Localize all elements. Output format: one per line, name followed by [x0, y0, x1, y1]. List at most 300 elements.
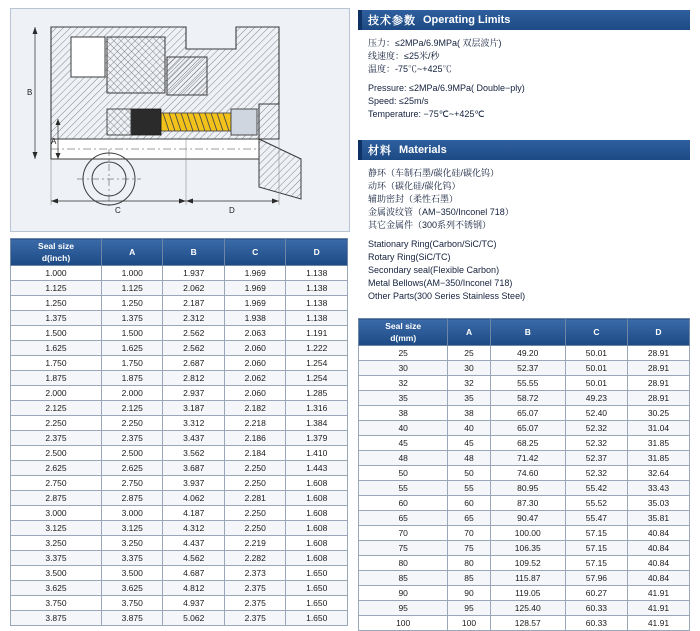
operating-limits-title-cn: 技术参数 [368, 15, 416, 27]
mm-cell-1: 85 [448, 571, 490, 586]
inch-cell-3: 1.969 [224, 266, 286, 281]
inch-cell-1: 1.000 [101, 266, 163, 281]
inch-cell-3: 2.282 [224, 551, 286, 566]
inch-cell-0: 3.750 [11, 596, 102, 611]
table-row [11, 326, 348, 341]
inch-cell-1: 1.500 [101, 326, 163, 341]
inch-cell-0: 1.125 [11, 281, 102, 296]
inch-cell-1: 1.375 [101, 311, 163, 326]
inch-cell-2: 3.687 [163, 461, 225, 476]
table-row [11, 431, 348, 446]
mm-cell-2: 128.57 [490, 616, 565, 631]
mm-cell-2: 80.95 [490, 481, 565, 496]
table-row [11, 266, 348, 281]
inch-cell-1: 3.750 [101, 596, 163, 611]
inch-cell-1: 1.250 [101, 296, 163, 311]
inch-cell-3: 2.250 [224, 476, 286, 491]
mm-header-size [359, 319, 448, 346]
mm-cell-3: 52.32 [565, 466, 627, 481]
inch-cell-0: 2.000 [11, 386, 102, 401]
inch-cell-3: 2.373 [224, 566, 286, 581]
inch-cell-2: 2.187 [163, 296, 225, 311]
operating-limit-cn-1: 线速度：≤25米/秒 [368, 51, 440, 62]
inch-cell-2: 4.312 [163, 521, 225, 536]
inch-cell-4: 1.138 [286, 281, 348, 296]
mm-cell-4: 33.43 [627, 481, 689, 496]
mm-header-size-line2: d(mm) [390, 333, 417, 343]
mm-cell-1: 40 [448, 421, 490, 436]
inch-cell-3: 2.218 [224, 416, 286, 431]
inch-cell-1: 1.875 [101, 371, 163, 386]
mm-cell-1: 50 [448, 466, 490, 481]
inch-dimension-table [10, 238, 348, 626]
mm-header-d: D [627, 319, 689, 346]
mm-cell-4: 40.84 [627, 571, 689, 586]
mm-cell-1: 65 [448, 511, 490, 526]
inch-cell-3: 2.060 [224, 386, 286, 401]
inch-cell-0: 1.000 [11, 266, 102, 281]
table-row [359, 481, 690, 496]
material-en-0: Stationary Ring(Carbon/SiC/TC) [368, 239, 497, 250]
mm-cell-3: 52.32 [565, 436, 627, 451]
material-cn-1: 动环（碳化硅/碳化钨） [368, 181, 461, 192]
mm-cell-3: 57.15 [565, 541, 627, 556]
inch-cell-1: 2.625 [101, 461, 163, 476]
mm-cell-3: 60.33 [565, 601, 627, 616]
inch-cell-0: 3.625 [11, 581, 102, 596]
inch-cell-2: 1.937 [163, 266, 225, 281]
table-row [359, 586, 690, 601]
inch-cell-4: 1.650 [286, 611, 348, 626]
inch-cell-3: 1.938 [224, 311, 286, 326]
table-row [359, 436, 690, 451]
inch-cell-3: 2.063 [224, 326, 286, 341]
mm-table-head [359, 319, 690, 346]
mm-cell-0: 35 [359, 391, 448, 406]
mm-cell-4: 31.85 [627, 436, 689, 451]
material-cn-3: 金属波纹管（AM−350/Inconel 718） [368, 207, 514, 218]
inch-cell-2: 2.937 [163, 386, 225, 401]
table-row [11, 311, 348, 326]
inch-cell-4: 1.650 [286, 566, 348, 581]
inch-cell-0: 2.500 [11, 446, 102, 461]
dimension-label-a: A [51, 137, 57, 146]
mm-cell-1: 100 [448, 616, 490, 631]
inch-cell-4: 1.650 [286, 581, 348, 596]
material-cn-4: 其它金属件（300系列不锈钢） [368, 220, 492, 231]
mm-cell-3: 55.47 [565, 511, 627, 526]
inch-cell-1: 2.125 [101, 401, 163, 416]
table-row [11, 446, 348, 461]
materials-title-cn: 材料 [368, 145, 392, 157]
inch-cell-4: 1.222 [286, 341, 348, 356]
mm-cell-0: 32 [359, 376, 448, 391]
mm-cell-0: 90 [359, 586, 448, 601]
mm-cell-2: 100.00 [490, 526, 565, 541]
inch-cell-2: 2.562 [163, 326, 225, 341]
mm-cell-0: 60 [359, 496, 448, 511]
inch-cell-2: 4.812 [163, 581, 225, 596]
mm-cell-0: 55 [359, 481, 448, 496]
table-row [11, 611, 348, 626]
operating-limit-en-0: Pressure: ≤2MPa/6.9MPa( Double−ply) [368, 83, 525, 94]
mm-cell-4: 40.84 [627, 526, 689, 541]
inch-cell-1: 1.750 [101, 356, 163, 371]
mm-cell-0: 30 [359, 361, 448, 376]
dimension-label-d: D [229, 206, 235, 215]
inch-cell-1: 3.250 [101, 536, 163, 551]
mm-cell-4: 31.04 [627, 421, 689, 436]
inch-cell-2: 5.062 [163, 611, 225, 626]
mm-cell-1: 60 [448, 496, 490, 511]
mm-cell-1: 90 [448, 586, 490, 601]
inch-cell-1: 3.875 [101, 611, 163, 626]
inch-cell-2: 2.562 [163, 341, 225, 356]
inch-cell-2: 2.812 [163, 371, 225, 386]
mm-cell-0: 50 [359, 466, 448, 481]
table-row [359, 541, 690, 556]
mm-cell-1: 70 [448, 526, 490, 541]
inch-header-size-line2: d(inch) [41, 253, 71, 263]
table-row [359, 496, 690, 511]
inch-cell-3: 2.375 [224, 596, 286, 611]
inch-cell-2: 3.937 [163, 476, 225, 491]
table-row [11, 491, 348, 506]
table-row [11, 281, 348, 296]
operating-limit-en-2: Temperature: −75℃~+425℃ [368, 109, 485, 120]
table-row [11, 536, 348, 551]
mm-cell-3: 52.40 [565, 406, 627, 421]
mm-cell-2: 68.25 [490, 436, 565, 451]
table-row [11, 341, 348, 356]
mm-cell-2: 65.07 [490, 421, 565, 436]
mm-header-a: A [448, 319, 490, 346]
inch-cell-2: 4.437 [163, 536, 225, 551]
inch-cell-1: 2.000 [101, 386, 163, 401]
inch-cell-0: 3.250 [11, 536, 102, 551]
mm-cell-0: 80 [359, 556, 448, 571]
inch-cell-3: 1.969 [224, 296, 286, 311]
inch-table-header-row [11, 239, 348, 266]
table-row [11, 386, 348, 401]
table-row [11, 551, 348, 566]
mm-cell-2: 115.87 [490, 571, 565, 586]
material-en-1: Rotary Ring(SiC/TC) [368, 252, 451, 263]
inch-cell-3: 2.182 [224, 401, 286, 416]
table-row [11, 596, 348, 611]
inch-cell-1: 2.875 [101, 491, 163, 506]
mm-cell-3: 60.27 [565, 586, 627, 601]
inch-cell-4: 1.254 [286, 371, 348, 386]
inch-cell-4: 1.379 [286, 431, 348, 446]
inch-cell-0: 2.250 [11, 416, 102, 431]
mm-cell-3: 50.01 [565, 346, 627, 361]
inch-cell-3: 2.250 [224, 506, 286, 521]
mm-cell-1: 30 [448, 361, 490, 376]
inch-cell-2: 4.187 [163, 506, 225, 521]
inch-cell-1: 1.125 [101, 281, 163, 296]
inch-cell-3: 2.060 [224, 341, 286, 356]
mm-cell-3: 55.52 [565, 496, 627, 511]
mm-cell-4: 41.91 [627, 586, 689, 601]
mm-cell-1: 75 [448, 541, 490, 556]
inch-cell-0: 3.125 [11, 521, 102, 536]
inch-cell-3: 2.281 [224, 491, 286, 506]
mm-cell-2: 49.20 [490, 346, 565, 361]
inch-cell-4: 1.608 [286, 521, 348, 536]
inch-cell-0: 3.500 [11, 566, 102, 581]
mm-cell-1: 48 [448, 451, 490, 466]
inch-cell-4: 1.138 [286, 266, 348, 281]
inch-cell-0: 2.375 [11, 431, 102, 446]
inch-cell-4: 1.191 [286, 326, 348, 341]
inch-cell-3: 2.250 [224, 461, 286, 476]
mm-cell-4: 35.03 [627, 496, 689, 511]
mm-cell-3: 50.01 [565, 361, 627, 376]
inch-cell-0: 3.375 [11, 551, 102, 566]
table-row [11, 461, 348, 476]
mm-cell-1: 80 [448, 556, 490, 571]
inch-cell-0: 1.250 [11, 296, 102, 311]
inch-cell-4: 1.608 [286, 491, 348, 506]
mm-cell-3: 55.42 [565, 481, 627, 496]
inch-cell-3: 2.186 [224, 431, 286, 446]
materials-section [358, 140, 690, 305]
table-row [11, 416, 348, 431]
inch-cell-4: 1.608 [286, 536, 348, 551]
table-row [11, 476, 348, 491]
inch-cell-2: 3.312 [163, 416, 225, 431]
table-row [359, 376, 690, 391]
inch-cell-1: 3.500 [101, 566, 163, 581]
inch-cell-4: 1.138 [286, 296, 348, 311]
mm-cell-4: 28.91 [627, 391, 689, 406]
table-row [11, 506, 348, 521]
materials-header [358, 140, 690, 160]
mm-cell-0: 45 [359, 436, 448, 451]
table-row [11, 371, 348, 386]
inch-cell-2: 2.062 [163, 281, 225, 296]
operating-limits-body [358, 30, 690, 123]
mm-cell-4: 31.85 [627, 451, 689, 466]
mm-cell-3: 57.15 [565, 526, 627, 541]
inch-cell-2: 3.187 [163, 401, 225, 416]
inch-cell-2: 2.312 [163, 311, 225, 326]
table-row [359, 451, 690, 466]
operating-limits-title-en: Operating Limits [423, 14, 511, 26]
inch-cell-4: 1.285 [286, 386, 348, 401]
material-cn-2: 辅助密封（柔性石墨） [368, 194, 459, 205]
mm-cell-1: 35 [448, 391, 490, 406]
mm-cell-2: 90.47 [490, 511, 565, 526]
mm-table-header-row [359, 319, 690, 346]
inch-cell-1: 3.000 [101, 506, 163, 521]
dimension-label-c: C [115, 206, 121, 215]
mm-cell-1: 95 [448, 601, 490, 616]
table-row [11, 566, 348, 581]
mm-cell-3: 49.23 [565, 391, 627, 406]
inch-cell-2: 4.937 [163, 596, 225, 611]
inch-cell-4: 1.254 [286, 356, 348, 371]
seal-cross-section-drawing [11, 9, 347, 229]
mm-cell-0: 75 [359, 541, 448, 556]
mm-cell-3: 57.96 [565, 571, 627, 586]
mm-cell-3: 57.15 [565, 556, 627, 571]
mm-header-size-line1: Seal size [385, 321, 422, 331]
inch-cell-3: 2.062 [224, 371, 286, 386]
inch-cell-0: 2.875 [11, 491, 102, 506]
mm-cell-2: 74.60 [490, 466, 565, 481]
table-row [359, 361, 690, 376]
inch-cell-1: 1.625 [101, 341, 163, 356]
table-row [359, 421, 690, 436]
inch-cell-3: 2.060 [224, 356, 286, 371]
table-row [359, 556, 690, 571]
mm-cell-1: 45 [448, 436, 490, 451]
mm-cell-2: 71.42 [490, 451, 565, 466]
mm-cell-0: 70 [359, 526, 448, 541]
inch-cell-3: 2.250 [224, 521, 286, 536]
inch-cell-1: 2.375 [101, 431, 163, 446]
mm-cell-0: 38 [359, 406, 448, 421]
inch-cell-1: 3.625 [101, 581, 163, 596]
mm-cell-4: 40.84 [627, 556, 689, 571]
inch-cell-4: 1.608 [286, 551, 348, 566]
inch-cell-3: 2.184 [224, 446, 286, 461]
table-row [359, 511, 690, 526]
table-row [359, 391, 690, 406]
seal-drawing-panel [10, 8, 350, 232]
mm-cell-0: 40 [359, 421, 448, 436]
mm-cell-2: 52.37 [490, 361, 565, 376]
inch-cell-2: 2.687 [163, 356, 225, 371]
inch-cell-3: 2.375 [224, 611, 286, 626]
inch-cell-0: 1.500 [11, 326, 102, 341]
material-en-3: Metal Bellows(AM−350/Inconel 718) [368, 278, 513, 289]
inch-cell-0: 2.125 [11, 401, 102, 416]
inch-cell-4: 1.608 [286, 476, 348, 491]
inch-cell-1: 2.750 [101, 476, 163, 491]
operating-limits-header [358, 10, 690, 30]
material-en-2: Secondary seal(Flexible Carbon) [368, 265, 500, 276]
mm-cell-4: 35.81 [627, 511, 689, 526]
mm-cell-2: 125.40 [490, 601, 565, 616]
inch-header-b: B [163, 239, 225, 266]
table-row [359, 406, 690, 421]
inch-cell-2: 4.687 [163, 566, 225, 581]
inch-cell-1: 2.250 [101, 416, 163, 431]
inch-cell-2: 3.562 [163, 446, 225, 461]
inch-cell-2: 3.437 [163, 431, 225, 446]
table-row [11, 356, 348, 371]
inch-cell-0: 1.750 [11, 356, 102, 371]
inch-header-size-line1: Seal size [38, 241, 74, 251]
table-row [11, 581, 348, 596]
inch-cell-1: 3.375 [101, 551, 163, 566]
inch-cell-2: 4.562 [163, 551, 225, 566]
inch-cell-0: 3.000 [11, 506, 102, 521]
inch-cell-0: 3.875 [11, 611, 102, 626]
inch-table-head [11, 239, 348, 266]
mm-cell-0: 25 [359, 346, 448, 361]
mm-cell-1: 32 [448, 376, 490, 391]
inch-cell-1: 2.500 [101, 446, 163, 461]
mm-cell-2: 106.35 [490, 541, 565, 556]
inch-cell-2: 4.062 [163, 491, 225, 506]
inch-cell-4: 1.138 [286, 311, 348, 326]
inch-cell-3: 2.375 [224, 581, 286, 596]
materials-title-en: Materials [399, 144, 447, 156]
inch-cell-3: 1.969 [224, 281, 286, 296]
inch-cell-0: 2.750 [11, 476, 102, 491]
table-row [359, 571, 690, 586]
table-row [11, 401, 348, 416]
inch-header-c: C [224, 239, 286, 266]
table-row [359, 346, 690, 361]
mm-cell-4: 30.25 [627, 406, 689, 421]
table-row [359, 616, 690, 631]
material-cn-0: 静环（车制石墨/碳化硅/碳化钨） [368, 168, 500, 178]
table-row [359, 466, 690, 481]
mm-header-c: C [565, 319, 627, 346]
inch-cell-0: 1.375 [11, 311, 102, 326]
inch-cell-0: 2.625 [11, 461, 102, 476]
mm-table-body [359, 346, 690, 631]
dimension-label-b: B [27, 88, 33, 97]
inch-cell-4: 1.384 [286, 416, 348, 431]
inch-cell-4: 1.410 [286, 446, 348, 461]
mm-cell-2: 58.72 [490, 391, 565, 406]
mm-cell-4: 28.91 [627, 376, 689, 391]
inch-header-a: A [101, 239, 163, 266]
inch-cell-0: 1.875 [11, 371, 102, 386]
mm-cell-2: 55.55 [490, 376, 565, 391]
mm-cell-2: 109.52 [490, 556, 565, 571]
table-row [359, 601, 690, 616]
table-row [359, 526, 690, 541]
mm-cell-0: 48 [359, 451, 448, 466]
mm-cell-4: 41.91 [627, 601, 689, 616]
inch-cell-4: 1.608 [286, 506, 348, 521]
mm-cell-4: 32.64 [627, 466, 689, 481]
mm-cell-0: 100 [359, 616, 448, 631]
mm-header-b: B [490, 319, 565, 346]
mm-cell-2: 119.05 [490, 586, 565, 601]
inch-cell-4: 1.443 [286, 461, 348, 476]
mm-cell-4: 41.91 [627, 616, 689, 631]
mm-cell-2: 87.30 [490, 496, 565, 511]
mm-cell-2: 65.07 [490, 406, 565, 421]
table-row [11, 296, 348, 311]
mm-dimension-table [358, 318, 690, 631]
mm-cell-3: 52.32 [565, 421, 627, 436]
operating-limit-cn-2: 温度：-75℃~+425℃ [368, 64, 452, 75]
inch-cell-3: 2.219 [224, 536, 286, 551]
inch-header-d: D [286, 239, 348, 266]
material-en-4: Other Parts(300 Series Stainless Steel) [368, 291, 526, 302]
inch-cell-0: 1.625 [11, 341, 102, 356]
mm-cell-0: 95 [359, 601, 448, 616]
operating-limits-section [358, 10, 690, 123]
operating-limit-en-1: Speed: ≤25m/s [368, 96, 429, 107]
table-row [11, 521, 348, 536]
mm-cell-4: 28.91 [627, 361, 689, 376]
mm-cell-4: 40.84 [627, 541, 689, 556]
mm-cell-3: 52.37 [565, 451, 627, 466]
inch-header-size [11, 239, 102, 266]
inch-cell-4: 1.316 [286, 401, 348, 416]
mm-cell-1: 55 [448, 481, 490, 496]
